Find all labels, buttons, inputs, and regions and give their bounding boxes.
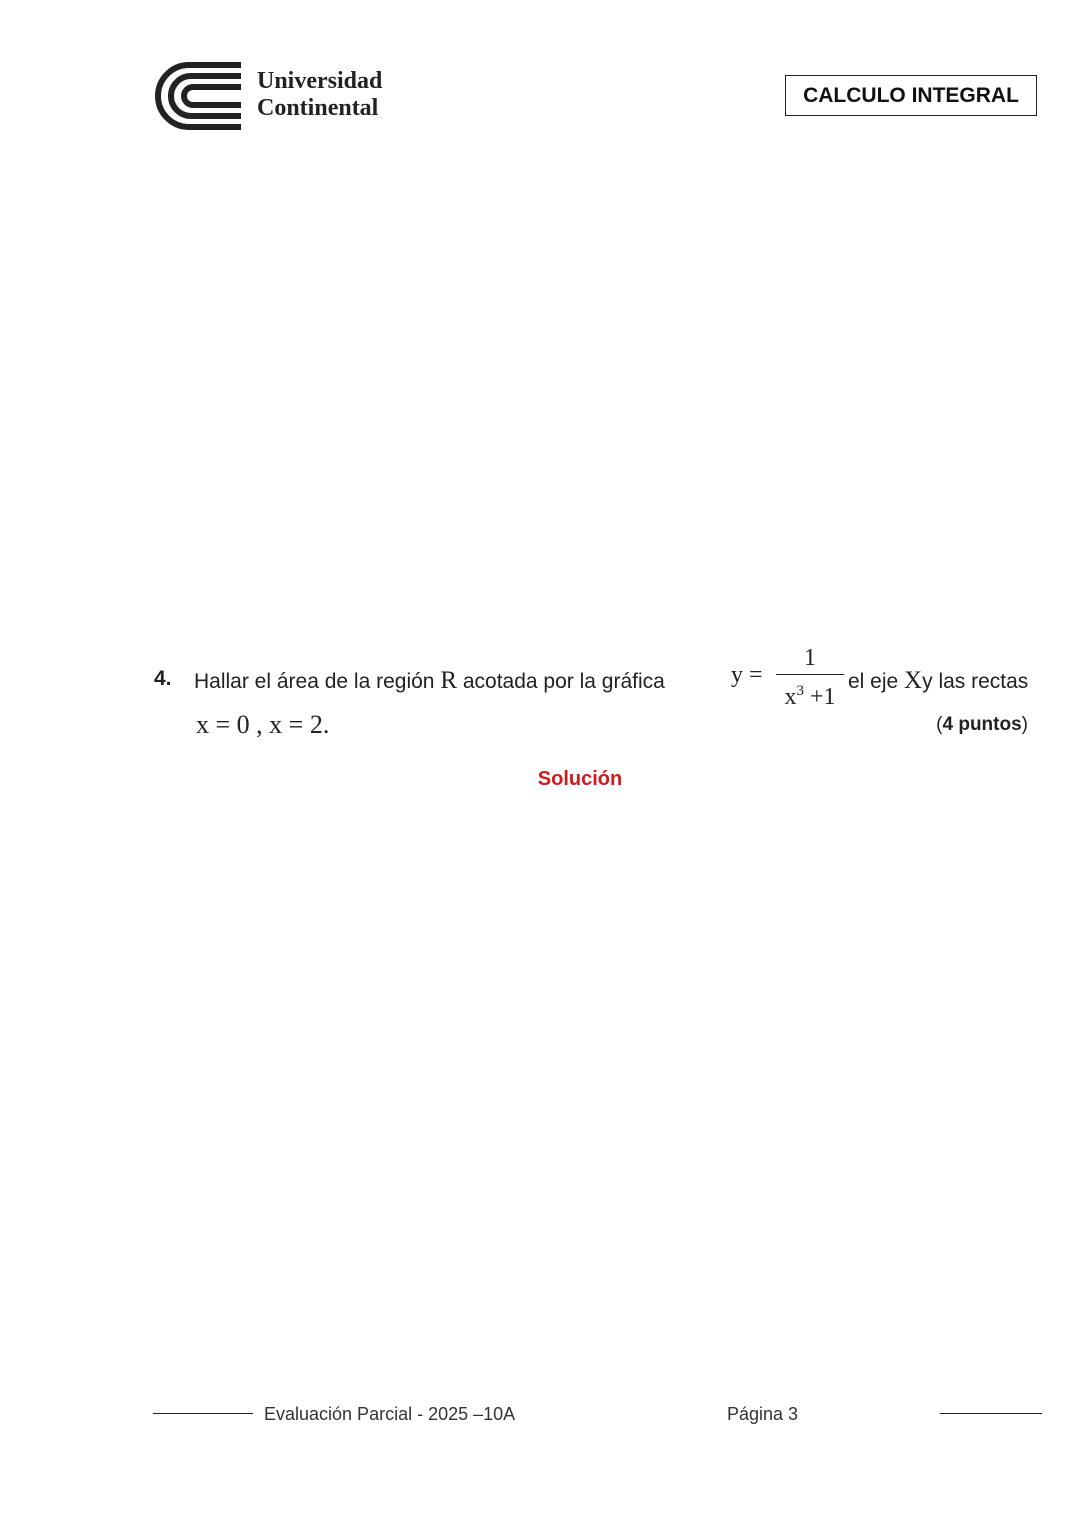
footer-page-number: Página 3	[727, 1404, 799, 1424]
region-symbol: R	[440, 667, 458, 694]
fraction-bar	[776, 674, 844, 675]
points-close: )	[1021, 714, 1028, 735]
denominator-base: x	[784, 684, 797, 710]
footer-rule-right	[940, 1413, 1042, 1414]
boundary-lines: x = 0 , x = 2.	[196, 710, 330, 739]
continental-c-icon	[153, 62, 245, 130]
stem-part-2: acotada por la gráfica	[462, 670, 665, 693]
function-lhs: y =	[731, 662, 763, 688]
problem-4	[154, 644, 1042, 750]
points-label	[936, 714, 1028, 736]
course-title: CALCULO INTEGRAL	[803, 83, 1019, 107]
axis-text-before: el eje	[848, 670, 899, 693]
problem-stem	[194, 667, 665, 695]
course-title-box	[785, 75, 1037, 116]
institution-line-1: Universidad	[257, 68, 383, 94]
axis-symbol: X	[904, 667, 923, 694]
problem-line-2	[154, 710, 1042, 750]
problem-line-1	[154, 644, 1042, 708]
institution-line-2: Continental	[257, 95, 379, 121]
points-open: (	[936, 714, 943, 735]
footer-rule-left	[153, 1413, 253, 1414]
axis-text	[848, 667, 1028, 695]
problem-number: 4.	[154, 667, 172, 690]
denominator-rest: +1	[809, 684, 836, 710]
footer-exam-label: Evaluación Parcial - 2025 –10A	[264, 1404, 516, 1424]
axis-text-after: y las rectas	[922, 670, 1029, 693]
fraction-numerator: 1	[804, 645, 816, 671]
stem-part-1: Hallar el área de la región	[194, 670, 435, 693]
university-logo	[153, 62, 393, 130]
solution-heading: Solución	[537, 768, 623, 790]
fraction-denominator	[776, 677, 844, 711]
institution-name	[257, 68, 382, 122]
points-value: 4 puntos	[942, 714, 1022, 735]
denominator-exponent: 3	[796, 683, 804, 699]
fraction	[776, 644, 844, 711]
